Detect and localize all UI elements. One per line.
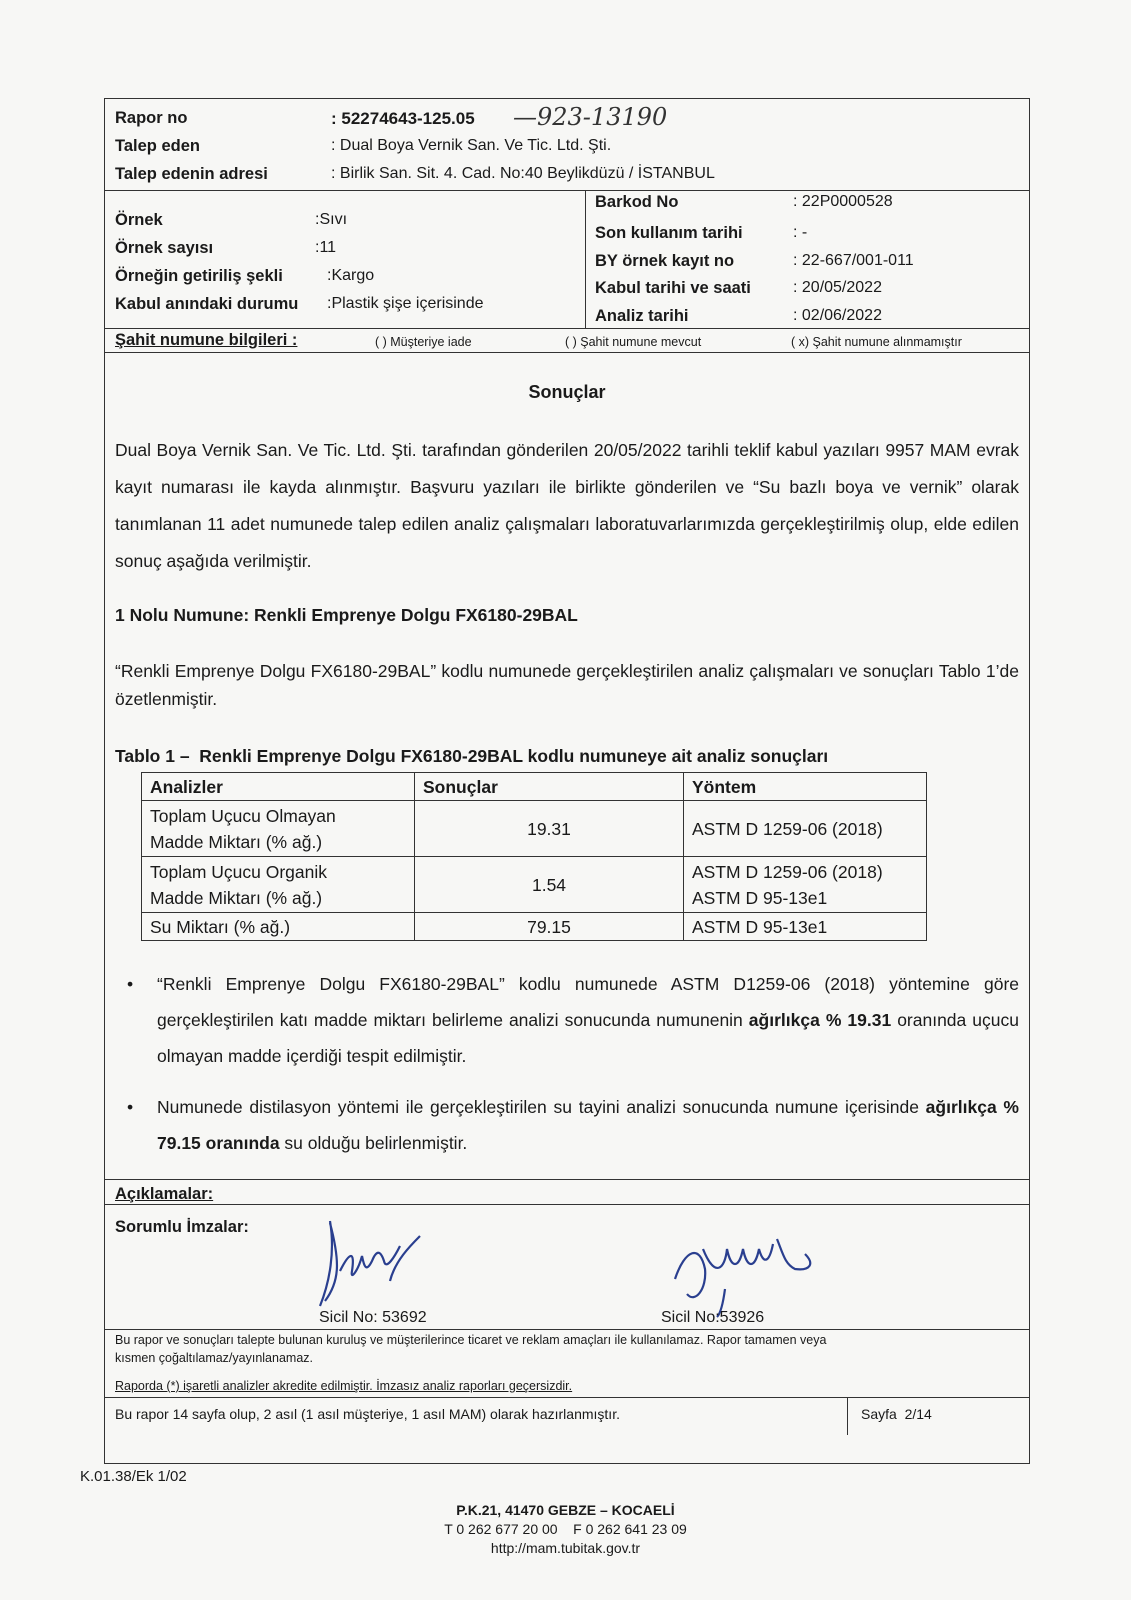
bullet-item: • Numunede distilasyon yöntemi ile gerçekleştirilen su tayini analizi sonucunda numune içerisinde ağırlıkça % 79.15 oranında su olduğu belirlenmiştir. (157, 1089, 1019, 1161)
table-row (142, 913, 927, 941)
address-line-2: T 0 262 677 20 00 F 0 262 641 23 09 (444, 1521, 687, 1537)
barkod-value: : 22P0000528 (793, 193, 893, 210)
footer-note-1: Bu rapor ve sonuçları talepte bulunan kuruluş ve müşterilerince ticaret ve reklam amaçları ile kullanılamaz. Rapor tamamen veya (115, 1333, 827, 1347)
table-cell-sonuc: 19.31 (415, 801, 684, 857)
table-caption: Tablo 1 – Renkli Emprenye Dolgu FX6180-29BAL kodlu numuneye ait analiz sonuçları (115, 746, 829, 766)
talep-eden-value: : Dual Boya Vernik San. Ve Tic. Ltd. Şti. (331, 137, 612, 154)
divider (585, 190, 586, 328)
talep-eden-label: Talep eden (115, 137, 200, 155)
page-number: Sayfa 2/14 (861, 1406, 932, 1422)
divider (105, 1179, 1029, 1180)
getirilis-label: Örneğin getiriliş şekli (115, 267, 283, 285)
kabul-tarihi-value: : 20/05/2022 (793, 279, 882, 296)
rapor-no-value: : 52274643-125.05 (331, 109, 475, 128)
by-kayit-value: : 22-667/001-011 (793, 252, 914, 269)
kabul-tarihi-label: Kabul tarihi ve saati (595, 279, 751, 297)
table-cell-sonuc: 79.15 (415, 913, 684, 941)
sample-heading: 1 Nolu Numune: Renkli Emprenye Dolgu FX6180-29BAL (115, 605, 578, 625)
ornek-value: :Sıvı (315, 211, 348, 228)
intro-paragraph: Dual Boya Vernik San. Ve Tic. Ltd. Şti. tarafından gönderilen 20/05/2022 tarihli teklif kabul yazıları 9957 MAM evrak kayıt numarası ile kayda alınmıştır. Başvuru yazıları ile birlikte gönderilen ve “Su bazlı boya ve vernik” olarak tanımlanan 11 adet numunede talep edilen analiz çalışmaları laboratuvarlarımızda gerçekleştirilmiş olup, elde edilen sonuç aşağıda verilmiştir. (115, 440, 1019, 571)
table-header-row (142, 773, 927, 801)
divider (105, 1397, 1029, 1398)
signature-1 (300, 1211, 430, 1311)
table-cell-yontem: ASTM D 1259-06 (2018) ASTM D 95-13e1 (684, 857, 927, 913)
table-cell-yontem: ASTM D 1259-06 (2018) (684, 801, 927, 857)
talep-adres-label: Talep edenin adresi (115, 165, 268, 183)
getirilis-value: :Kargo (327, 267, 375, 284)
bullet-item: • “Renkli Emprenye Dolgu FX6180-29BAL” kodlu numunede ASTM D1259-06 (2018) yöntemine göre gerçekleştirilen katı madde miktarı belirleme analizi sonucunda numunenin ağırlıkça % 19.31 oranında uçucu olmayan madde içerdiği tespit edilmiştir. (157, 966, 1019, 1074)
table-cell-analiz: Toplam Uçucu Olmayan Madde Miktarı (% ağ.) (142, 801, 415, 857)
table-cell-yontem: ASTM D 95-13e1 (684, 913, 927, 941)
barkod-label: Barkod No (595, 193, 679, 211)
divider (105, 328, 1029, 329)
divider (105, 1204, 1029, 1205)
address-line-1: P.K.21, 41470 GEBZE – KOCAELİ (456, 1502, 675, 1518)
table-cell-analiz: Toplam Uçucu Organik Madde Miktarı (% ağ.) (142, 857, 415, 913)
son-kullanim-value: : - (793, 224, 808, 241)
divider (105, 352, 1029, 353)
table-cell-sonuc: 1.54 (415, 857, 684, 913)
signature-2 (665, 1209, 825, 1319)
header-sonuclar: Sonuçlar (415, 773, 684, 801)
talep-adres-value: : Birlik San. Sit. 4. Cad. No:40 Beylikdüzü / İSTANBUL (331, 165, 715, 182)
bullet-icon: • (127, 974, 134, 994)
sahit-option-mevcut: ( ) Şahit numune mevcut (565, 335, 702, 349)
rapor-no-label: Rapor no (115, 109, 188, 127)
footer-note-2: kısmen çoğaltılamaz/yayınlanamaz. (115, 1351, 314, 1365)
sahit-option-iade: ( ) Müşteriye iade (375, 335, 472, 349)
ornek-sayisi-label: Örnek sayısı (115, 239, 214, 257)
form-code: K.01.38/Ek 1/02 (80, 1468, 187, 1485)
header-yontem: Yöntem (684, 773, 927, 801)
header-analizler: Analizler (142, 773, 415, 801)
bullet-icon: • (127, 1097, 134, 1117)
table-row (142, 801, 927, 857)
divider (847, 1397, 848, 1435)
address-line-3: http://mam.tubitak.gov.tr (490, 1540, 641, 1556)
kabul-durumu-value: :Plastik şişe içerisinde (327, 295, 484, 312)
footer-pages: Bu rapor 14 sayfa olup, 2 asıl (1 asıl müşteriye, 1 asıl MAM) olarak hazırlanmıştır. (115, 1406, 620, 1422)
results-title: Sonuçlar (528, 382, 606, 402)
son-kullanim-label: Son kullanım tarihi (595, 224, 743, 242)
analiz-tarihi-label: Analiz tarihi (595, 307, 689, 325)
report-frame (104, 98, 1030, 1464)
footer-note-3: Raporda (*) işaretli analizler akredite edilmiştir. İmzasız analiz raporları geçersizdir. (115, 1379, 573, 1393)
divider (105, 190, 1029, 191)
table-cell-analiz: Su Miktarı (% ağ.) (142, 913, 415, 941)
address-block (0, 1502, 1131, 1556)
aciklamalar-label: Açıklamalar: (115, 1185, 214, 1203)
sicil-2: Sicil No:53926 (661, 1309, 765, 1326)
divider (105, 1329, 1029, 1330)
imzalar-label: Sorumlu İmzalar: (115, 1218, 249, 1236)
handwritten-number: —923-13190 (513, 103, 668, 131)
sample-paragraph: “Renkli Emprenye Dolgu FX6180-29BAL” kodlu numunede gerçekleştirilen analiz çalışmaları ve sonuçları Tablo 1’de özetlenmiştir. (115, 661, 1019, 709)
sahit-label: Şahit numune bilgileri : (115, 331, 298, 349)
ornek-label: Örnek (115, 211, 163, 229)
by-kayit-label: BY örnek kayıt no (595, 252, 735, 270)
results-table (141, 772, 927, 941)
table-row (142, 857, 927, 913)
sahit-option-alinmamis: ( x) Şahit numune alınmamıştır (791, 335, 962, 349)
analiz-tarihi-value: : 02/06/2022 (793, 307, 882, 324)
kabul-durumu-label: Kabul anındaki durumu (115, 295, 299, 313)
ornek-sayisi-value: :11 (315, 239, 337, 256)
sicil-1: Sicil No: 53692 (319, 1309, 427, 1326)
